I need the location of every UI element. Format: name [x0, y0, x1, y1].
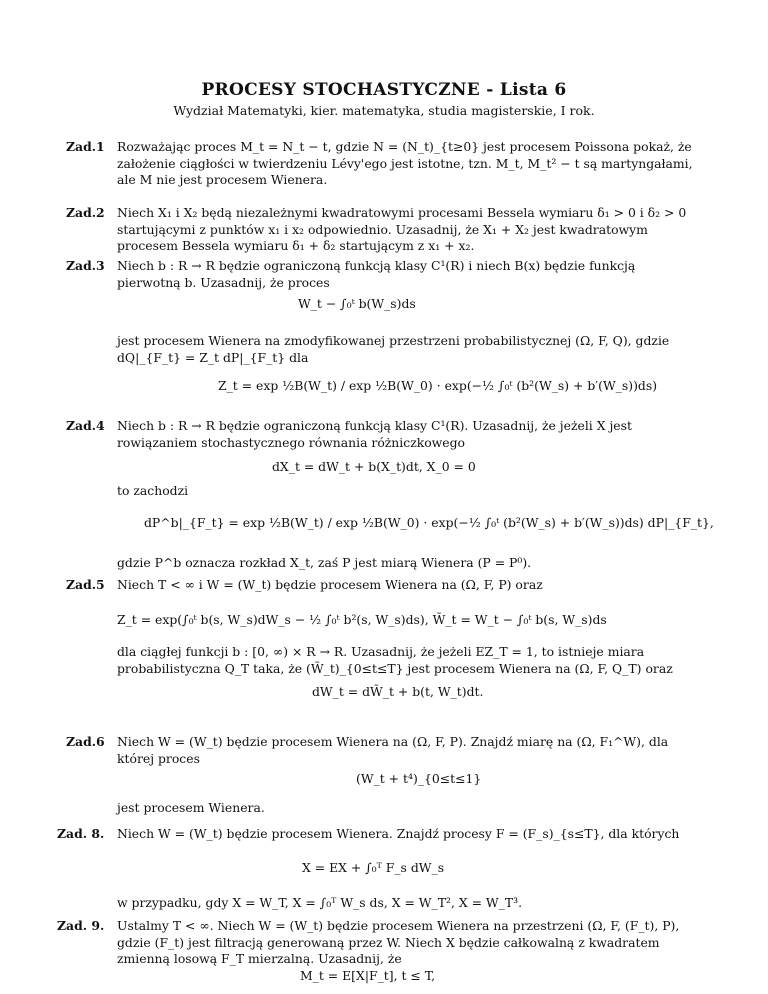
display-formula: Z_t = exp ½B(W_t) / exp ½B(W_0) · exp(−½ ∫₀ᵗ (b²(W_s) + b′(W_s))ds): [218, 378, 658, 393]
problem-text-line: Niech W = (W_t) będzie procesem Wienera. Znajdź procesy F = (F_s)_{s≤T}, dla których: [117, 826, 680, 841]
problem-text-line: probabilistyczna Q_T taka, że (W̃_t)_{0≤t≤T} jest procesem Wienera na (Ω, F, Q_T) oraz: [117, 660, 673, 676]
problem-1: [66, 139, 693, 189]
problem-2: [66, 205, 687, 255]
problem-text-line: zmienną losową F_T mierzalną. Uzasadnij, że: [117, 951, 402, 966]
problem-text-line: założenie ciągłości w twierdzeniu Lévy'ego jest istotne, tzn. M_t, M_t² − t są martyngałami,: [117, 155, 693, 171]
display-formula: Z_t = exp(∫₀ᵗ b(s, W_s)dW_s − ½ ∫₀ᵗ b²(s, W_s)ds), W̃_t = W_t − ∫₀ᵗ b(s, W_s)ds: [117, 612, 607, 627]
problem-6-continued: [117, 800, 677, 817]
problem-text-line: Niech T < ∞ i W = (W_t) będzie procesem Wienera na (Ω, F, P) oraz: [117, 577, 543, 592]
problem-text-line: jest procesem Wienera.: [117, 800, 265, 815]
problem-5: [66, 577, 677, 594]
problem-text-line: jest procesem Wienera na zmodyfikowanej przestrzeni probabilistycznej (Ω, F, Q), gdzie: [117, 333, 670, 348]
page-title: PROCESY STOCHASTYCZNE - Lista 6: [201, 80, 567, 100]
problem-label: Zad. 9.: [57, 918, 105, 933]
display-formula: M_t = E[X|F_t], t ≤ T,: [300, 968, 436, 983]
display-formula: W_t − ∫₀ᵗ b(W_s)ds: [298, 296, 416, 311]
problem-text-line: dQ|_{F_t} = Z_t dP|_{F_t} dla: [117, 349, 309, 365]
problem-label: Zad.3: [66, 258, 105, 273]
page-subtitle: Wydział Matematyki, kier. matematyka, studia magisterskie, I rok.: [173, 103, 595, 118]
problem-4-continued: [117, 555, 677, 572]
problem-text-line: ale M nie jest procesem Wienera.: [117, 172, 328, 187]
display-formula: X = EX + ∫₀ᵀ F_s dW_s: [302, 860, 445, 875]
problem-4-continued: [117, 483, 677, 500]
problem-3-continued: [117, 333, 677, 366]
problem-label: Zad. 8.: [57, 826, 105, 841]
problem-text-line: dla ciągłej funkcji b : [0, ∞) × R → R. Uzasadnij, że jeżeli EZ_T = 1, to istnieje miara: [117, 644, 645, 659]
problem-text-line: gdzie (F_t) jest filtracją generowaną przez W. Niech X będzie całkowalną z kwadratem: [117, 934, 660, 950]
problem-text-line: w przypadku, gdy X = W_T, X = ∫₀ᵀ W_s ds, X = W_T², X = W_T³.: [117, 895, 523, 910]
problem-label: Zad.2: [66, 205, 105, 220]
problem-9: [57, 918, 680, 968]
display-formula: (W_t + t⁴)_{0≤t≤1}: [356, 771, 482, 786]
problem-5-continued: [117, 644, 677, 677]
problem-6: [66, 734, 677, 767]
problem-text-line: startującymi z punktów x₁ i x₂ odpowiednio. Uzasadnij, że X₁ + X₂ jest kwadratowym: [117, 221, 648, 237]
problem-text-line: procesem Bessela wymiaru δ₁ + δ₂ startującym z x₁ + x₂.: [117, 238, 475, 253]
problem-3: [66, 258, 677, 291]
problem-label: Zad.6: [66, 734, 105, 749]
problem-text-line: Rozważając proces M_t = N_t − t, gdzie N = (N_t)_{t≥0} jest procesem Poissona pokaż, że: [117, 139, 692, 154]
display-formula: dW_t = dW̃_t + b(t, W_t)dt.: [312, 684, 484, 699]
display-formula: dX_t = dW_t + b(X_t)dt, X_0 = 0: [272, 459, 476, 474]
problem-4: [66, 418, 677, 451]
problem-text-line: Niech b : R → R będzie ograniczoną funkcją klasy C¹(R). Uzasadnij, że jeżeli X jest: [117, 418, 632, 433]
problem-text-line: Ustalmy T < ∞. Niech W = (W_t) będzie procesem Wienera na przestrzeni (Ω, F, (F_t), P),: [117, 918, 680, 933]
problem-text-line: Niech W = (W_t) będzie procesem Wienera na (Ω, F, P). Znajdź miarę na (Ω, F₁^W), dla: [117, 734, 669, 749]
problem-text-line: Niech b : R → R będzie ograniczoną funkcją klasy C¹(R) i niech B(x) będzie funkcją: [117, 258, 636, 273]
problem-label: Zad.1: [66, 139, 105, 154]
problem-label: Zad.5: [66, 577, 105, 592]
problem-text-line: gdzie P^b oznacza rozkład X_t, zaś P jest miarą Wienera (P = P⁰).: [117, 555, 532, 570]
problem-text-line: rowiązaniem stochastycznego równania różniczkowego: [117, 434, 466, 450]
display-formula: dP^b|_{F_t} = exp ½B(W_t) / exp ½B(W_0) · exp(−½ ∫₀ᵗ (b²(W_s) + b′(W_s))ds) dP|_{F_t},: [144, 515, 714, 530]
problem-label: Zad.4: [66, 418, 105, 433]
problem-8: [57, 826, 680, 843]
problem-text-line: pierwotną b. Uzasadnij, że proces: [117, 274, 330, 290]
problem-8-continued: [117, 895, 677, 912]
problem-text-line: to zachodzi: [117, 483, 189, 498]
problem-text-line: Niech X₁ i X₂ będą niezależnymi kwadratowymi procesami Bessela wymiaru δ₁ > 0 i δ₂ > 0: [117, 205, 687, 220]
problem-text-line: której proces: [117, 750, 200, 766]
